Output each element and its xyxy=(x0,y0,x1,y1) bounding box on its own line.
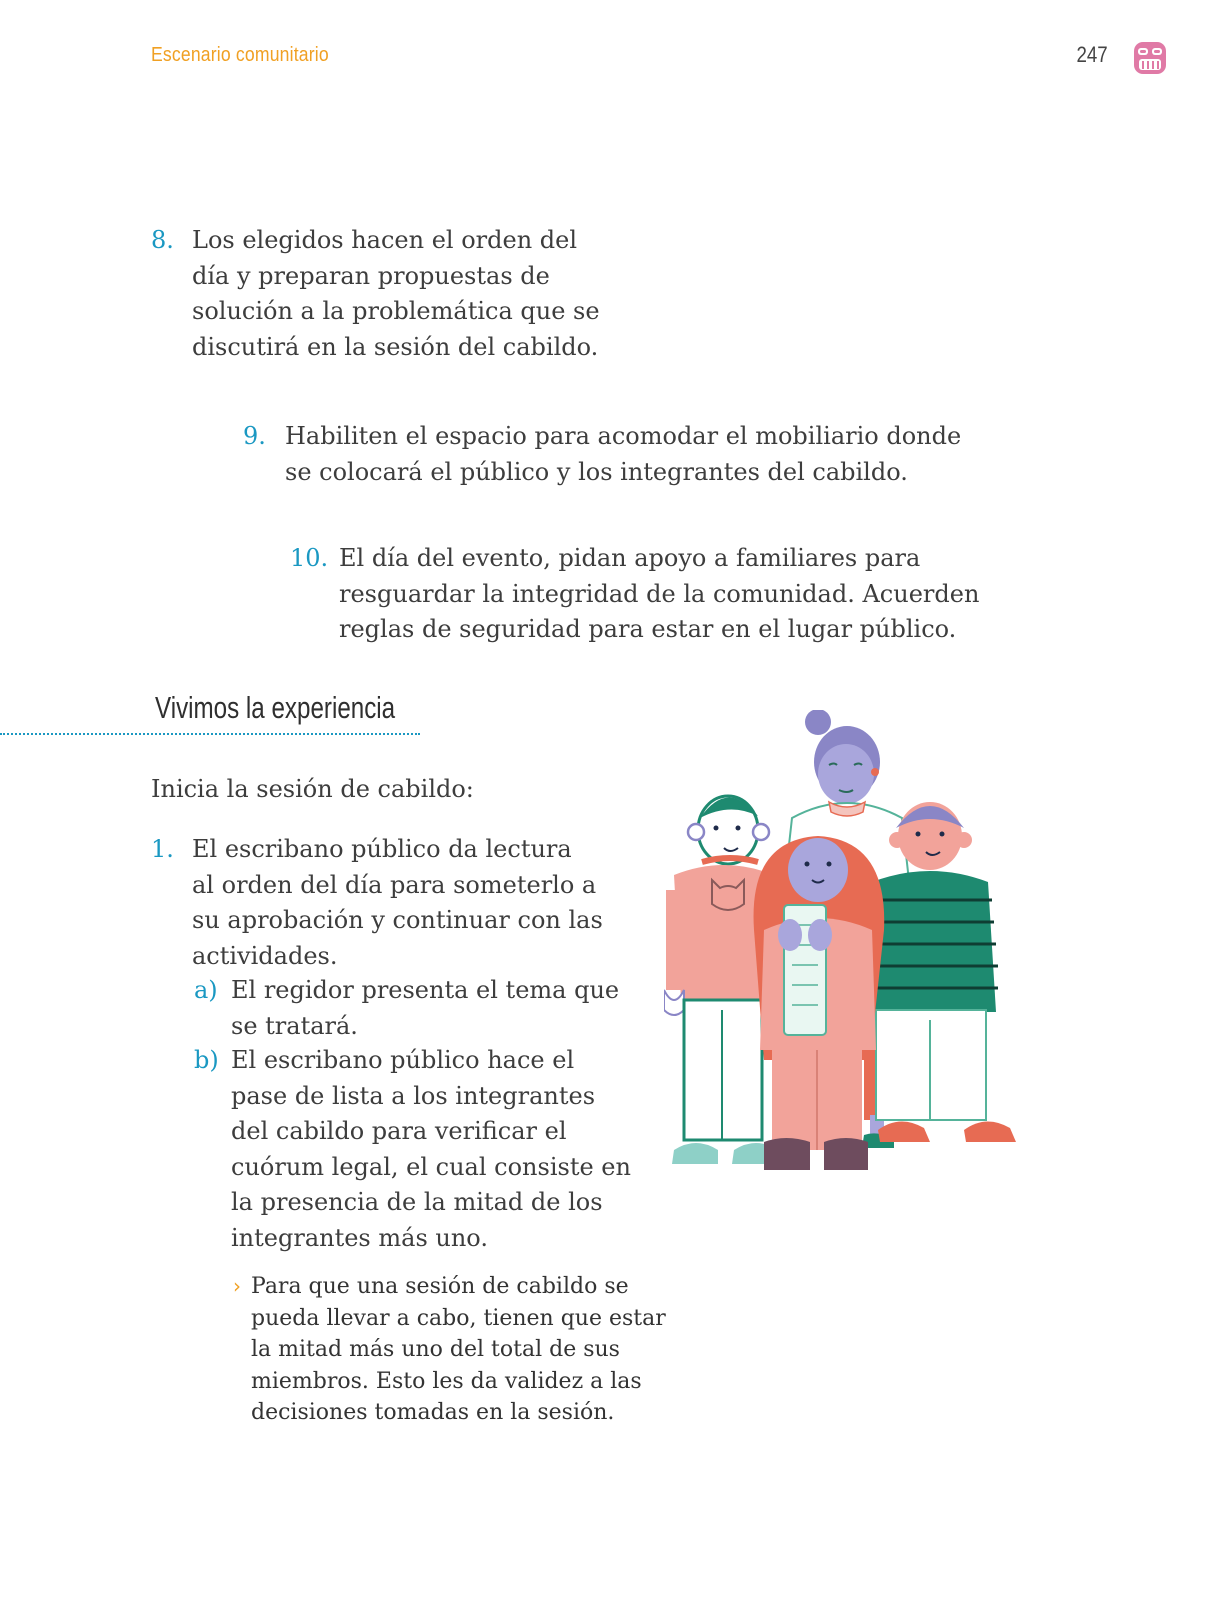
running-header: Escenario comunitario xyxy=(151,44,329,66)
list-item-step-8 xyxy=(151,223,652,365)
note-bullet xyxy=(233,1271,681,1429)
sub-item-a xyxy=(194,973,671,1044)
step-line: Habiliten el espacio para acomodar el mobiliario donde xyxy=(285,422,962,450)
step-number: 10. xyxy=(290,544,329,572)
step-line: El día del evento, pidan apoyo a familiares para xyxy=(339,544,921,572)
step-line: Los elegidos hacen el orden del xyxy=(192,226,578,254)
note-line: decisiones tomadas en la sesión. xyxy=(251,1400,615,1425)
step-number: 9. xyxy=(243,422,266,450)
sub-item-line: integrantes más uno. xyxy=(231,1223,488,1252)
group-of-people-illustration xyxy=(664,710,1044,1210)
list-item-step-1 xyxy=(151,832,652,974)
note-line: miembros. Esto les da validez a las xyxy=(251,1368,642,1394)
list-item-step-10 xyxy=(290,541,1059,648)
step-number: 8. xyxy=(151,226,174,254)
sub-item-label: b) xyxy=(194,1046,219,1074)
section-heading: Vivimos la experiencia xyxy=(155,690,396,725)
sub-item-line: El escribano público hace el xyxy=(231,1046,575,1074)
sub-item-line: se tratará. xyxy=(231,1011,358,1040)
step-line: se colocará el público y los integrantes del cabildo. xyxy=(285,457,908,486)
sub-item-line: la presencia de la mitad de los xyxy=(231,1188,603,1216)
step-line: discutirá en la sesión del cabildo. xyxy=(192,332,599,361)
sub-item-line: del cabildo para verificar el xyxy=(231,1117,567,1145)
section-intro: Inicia la sesión de cabildo: xyxy=(151,775,474,803)
step-line: su aprobación y continuar con las xyxy=(192,906,603,934)
step-line: día y preparan propuestas de xyxy=(192,261,550,290)
step-line: resguardar la integridad de la comunidad. Acuerden xyxy=(339,579,980,608)
section-divider xyxy=(0,733,420,735)
note-line: pueda llevar a cabo, tienen que estar xyxy=(251,1305,666,1331)
sub-item-label: a) xyxy=(194,976,218,1004)
step-line: El escribano público da lectura xyxy=(192,835,572,863)
pink-glyph-icon xyxy=(1132,40,1168,76)
sub-item-b xyxy=(194,1043,671,1256)
chevron-right-icon: › xyxy=(233,1274,241,1298)
step-line: solución a la problemática que se xyxy=(192,297,600,325)
note-line: Para que una sesión de cabildo se xyxy=(251,1274,629,1299)
step-line: al orden del día para someterlo a xyxy=(192,870,597,899)
list-item-step-9 xyxy=(243,419,1005,490)
note-line: la mitad más uno del total de sus xyxy=(251,1337,620,1362)
sub-item-line: cuórum legal, el cual consiste en xyxy=(231,1152,631,1181)
step-line: actividades. xyxy=(192,941,338,970)
step-line: reglas de seguridad para estar en el lugar público. xyxy=(339,615,957,643)
step-number: 1. xyxy=(151,835,174,863)
sub-item-line: El regidor presenta el tema que xyxy=(231,976,620,1004)
page-number: 247 xyxy=(1076,42,1108,67)
sub-item-line: pase de lista a los integrantes xyxy=(231,1081,596,1110)
